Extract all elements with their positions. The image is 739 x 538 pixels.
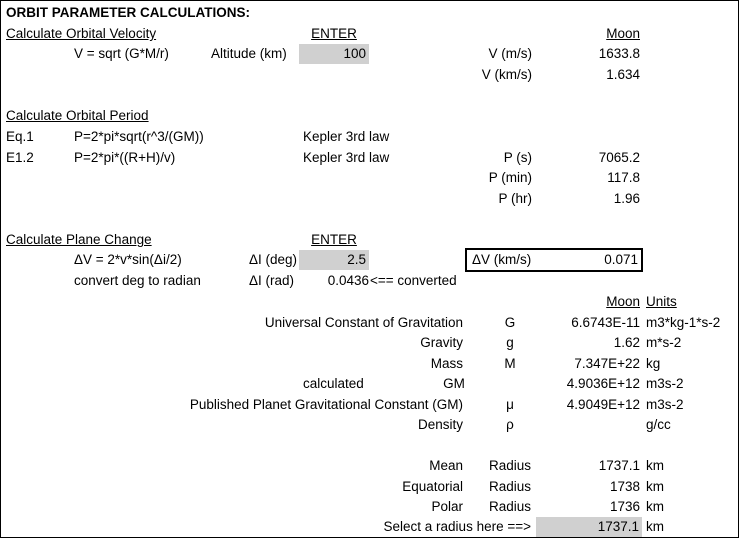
di-deg-input[interactable]: 2.5 bbox=[299, 250, 369, 270]
radius-label: Radius bbox=[488, 458, 532, 473]
v-ms-label: V (m/s) bbox=[488, 46, 532, 61]
radius-unit: km bbox=[646, 458, 664, 473]
plane-change-formula: ΔV = 2*v*sin(Δi/2) bbox=[74, 252, 182, 267]
constants-moon-header: Moon bbox=[606, 294, 640, 309]
constant-unit: g/cc bbox=[646, 417, 671, 432]
velocity-formula: V = sqrt (G*M/r) bbox=[74, 46, 169, 61]
plane-change-heading: Calculate Plane Change bbox=[6, 232, 152, 247]
eq1-formula: P=2*pi*sqrt(r^3/(GM)) bbox=[74, 129, 204, 144]
constant-name: Gravity bbox=[420, 335, 463, 350]
radius-name: Mean bbox=[429, 458, 463, 473]
constant-unit: kg bbox=[646, 356, 661, 371]
radius-select-label: Select a radius here ==> bbox=[383, 519, 531, 534]
radius-label: Radius bbox=[488, 499, 532, 514]
radius-value: 1736 bbox=[609, 499, 640, 514]
radius-unit: km bbox=[646, 479, 664, 494]
eq1-note: Kepler 3rd law bbox=[303, 129, 390, 144]
radius-select-input[interactable]: 1737.1 bbox=[536, 517, 642, 537]
constant-name: calculated bbox=[303, 376, 364, 391]
radius-value: 1738 bbox=[609, 479, 640, 494]
constant-value: 7.347E+22 bbox=[574, 356, 640, 371]
radius-unit: km bbox=[646, 499, 664, 514]
velocity-heading: Calculate Orbital Velocity bbox=[6, 26, 157, 41]
constant-unit: m3s-2 bbox=[646, 376, 684, 391]
constant-name: Mass bbox=[430, 356, 463, 371]
constants-units-header: Units bbox=[646, 294, 677, 309]
converted-note: <== converted bbox=[370, 273, 457, 288]
constant-unit: m3s-2 bbox=[646, 397, 684, 412]
constant-unit: m3*kg-1*s-2 bbox=[646, 315, 721, 330]
radius-name: Equatorial bbox=[402, 479, 463, 494]
di-rad-value: 0.0436 bbox=[327, 273, 369, 288]
constant-name: Density bbox=[417, 417, 463, 432]
p-min-label: P (min) bbox=[488, 170, 532, 185]
constant-symbol: g bbox=[506, 335, 514, 350]
eq2-note: Kepler 3rd law bbox=[303, 150, 390, 165]
constant-value: 4.9049E+12 bbox=[566, 397, 640, 412]
radius-name: Polar bbox=[431, 499, 463, 514]
constant-unit: m*s-2 bbox=[646, 335, 682, 350]
altitude-label: Altitude (km) bbox=[211, 46, 287, 61]
period-heading: Calculate Orbital Period bbox=[6, 108, 149, 123]
eq2-formula: P=2*pi*((R+H)/v) bbox=[74, 150, 176, 165]
constant-value: 6.6743E-11 bbox=[571, 315, 640, 330]
p-s-value: 7065.2 bbox=[598, 150, 640, 165]
radius-label: Radius bbox=[488, 479, 532, 494]
di-deg-label: ΔI (deg) bbox=[249, 252, 298, 267]
velocity-enter-label: ENTER bbox=[311, 26, 357, 41]
constant-symbol: M bbox=[504, 356, 516, 371]
eq2-label: E1.2 bbox=[6, 150, 34, 165]
sheet-title: ORBIT PARAMETER CALCULATIONS: bbox=[6, 5, 250, 20]
constant-value bbox=[541, 415, 640, 435]
constant-symbol: μ bbox=[506, 397, 514, 412]
v-kms-label: V (km/s) bbox=[481, 67, 532, 82]
plane-change-enter-label: ENTER bbox=[311, 232, 357, 247]
dv-label: ΔV (km/s) bbox=[472, 252, 532, 267]
constant-symbol: GM bbox=[443, 376, 465, 391]
dv-value: 0.071 bbox=[604, 252, 638, 267]
constant-value: 1.62 bbox=[613, 335, 640, 350]
radius-select-unit: km bbox=[646, 519, 664, 534]
altitude-input[interactable]: 100 bbox=[299, 44, 369, 64]
constant-symbol: ρ bbox=[506, 417, 514, 432]
p-s-label: P (s) bbox=[503, 150, 532, 165]
radius-value: 1737.1 bbox=[598, 458, 640, 473]
constant-name: Published Planet Gravitational Constant (GM) bbox=[189, 397, 463, 412]
p-hr-label: P (hr) bbox=[498, 191, 532, 206]
p-hr-value: 1.96 bbox=[613, 191, 640, 206]
p-min-value: 117.8 bbox=[607, 170, 640, 185]
constant-value: 4.9036E+12 bbox=[566, 376, 640, 391]
v-kms-value: 1.634 bbox=[606, 67, 640, 82]
constant-name: Universal Constant of Gravitation bbox=[264, 315, 463, 330]
eq1-label: Eq.1 bbox=[6, 129, 34, 144]
constant-symbol: G bbox=[504, 315, 516, 330]
di-rad-label: ΔI (rad) bbox=[249, 273, 295, 288]
v-ms-value: 1633.8 bbox=[598, 46, 640, 61]
convert-label: convert deg to radian bbox=[74, 273, 201, 288]
velocity-body-label: Moon bbox=[606, 26, 640, 41]
